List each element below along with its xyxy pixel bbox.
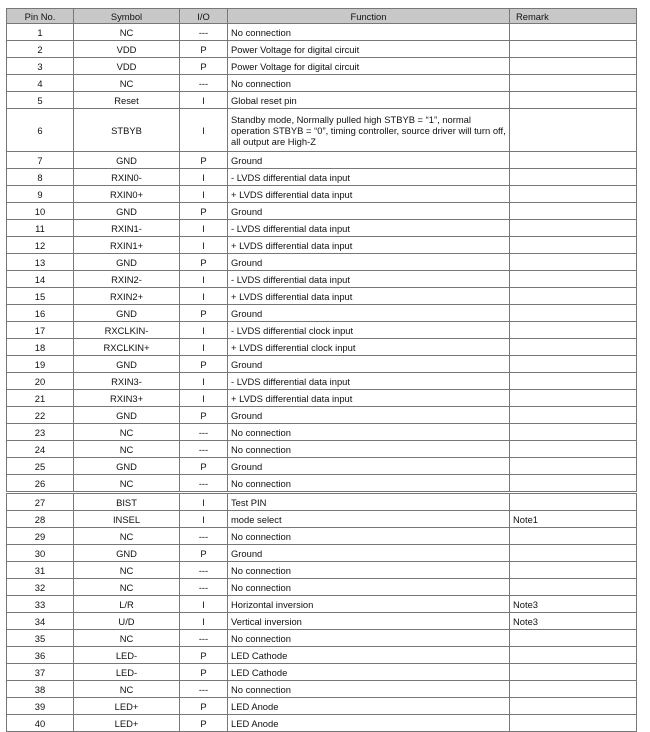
- cell-io: P: [180, 647, 228, 664]
- cell-function: - LVDS differential data input: [228, 271, 510, 288]
- cell-pin-no: 34: [7, 613, 74, 630]
- cell-remark: [510, 24, 637, 41]
- table-row: [7, 152, 637, 169]
- cell-remark: [510, 390, 637, 407]
- cell-remark: [510, 58, 637, 75]
- cell-symbol: GND: [74, 407, 180, 424]
- cell-pin-no: 4: [7, 75, 74, 92]
- table-row: [7, 220, 637, 237]
- cell-symbol: NC: [74, 441, 180, 458]
- table-row: [7, 203, 637, 220]
- table-row: [7, 407, 637, 424]
- table-row: [7, 630, 637, 647]
- cell-remark: [510, 681, 637, 698]
- cell-symbol: NC: [74, 630, 180, 647]
- cell-pin-no: 6: [7, 109, 74, 152]
- cell-io: ---: [180, 630, 228, 647]
- cell-remark: [510, 407, 637, 424]
- cell-symbol: LED-: [74, 647, 180, 664]
- cell-symbol: GND: [74, 152, 180, 169]
- cell-remark: [510, 698, 637, 715]
- cell-function: + LVDS differential data input: [228, 390, 510, 407]
- cell-remark: [510, 664, 637, 681]
- cell-pin-no: 15: [7, 288, 74, 305]
- cell-function: LED Anode: [228, 715, 510, 732]
- table-row: [7, 41, 637, 58]
- cell-pin-no: 23: [7, 424, 74, 441]
- cell-remark: [510, 475, 637, 493]
- cell-pin-no: 25: [7, 458, 74, 475]
- cell-io: I: [180, 390, 228, 407]
- cell-function: LED Cathode: [228, 664, 510, 681]
- cell-remark: [510, 356, 637, 373]
- table-row: [7, 339, 637, 356]
- cell-io: P: [180, 407, 228, 424]
- cell-symbol: GND: [74, 254, 180, 271]
- cell-symbol: STBYB: [74, 109, 180, 152]
- cell-function: + LVDS differential clock input: [228, 339, 510, 356]
- table-row: [7, 647, 637, 664]
- table-row: [7, 458, 637, 475]
- cell-function: Ground: [228, 458, 510, 475]
- cell-symbol: GND: [74, 305, 180, 322]
- cell-io: P: [180, 254, 228, 271]
- cell-function: Global reset pin: [228, 92, 510, 109]
- table-row: [7, 373, 637, 390]
- cell-io: I: [180, 220, 228, 237]
- table-row: [7, 545, 637, 562]
- cell-function: No connection: [228, 579, 510, 596]
- cell-pin-no: 22: [7, 407, 74, 424]
- pin-assignment-table: [6, 8, 637, 732]
- header-remark: Remark: [510, 9, 637, 24]
- cell-symbol: Reset: [74, 92, 180, 109]
- cell-remark: Note3: [510, 613, 637, 630]
- table-row: [7, 356, 637, 373]
- table-row: [7, 288, 637, 305]
- cell-io: P: [180, 305, 228, 322]
- cell-function: Test PIN: [228, 493, 510, 511]
- cell-pin-no: 16: [7, 305, 74, 322]
- cell-function: Ground: [228, 254, 510, 271]
- cell-symbol: NC: [74, 579, 180, 596]
- cell-io: I: [180, 493, 228, 511]
- cell-symbol: RXIN2-: [74, 271, 180, 288]
- cell-pin-no: 39: [7, 698, 74, 715]
- cell-function: Ground: [228, 356, 510, 373]
- table-row: [7, 475, 637, 493]
- cell-pin-no: 7: [7, 152, 74, 169]
- cell-pin-no: 18: [7, 339, 74, 356]
- cell-symbol: NC: [74, 24, 180, 41]
- cell-function: No connection: [228, 630, 510, 647]
- cell-remark: [510, 237, 637, 254]
- cell-io: P: [180, 664, 228, 681]
- cell-pin-no: 9: [7, 186, 74, 203]
- cell-pin-no: 40: [7, 715, 74, 732]
- table-row: [7, 424, 637, 441]
- cell-pin-no: 20: [7, 373, 74, 390]
- header-function: Function: [228, 9, 510, 24]
- cell-function: mode select: [228, 511, 510, 528]
- cell-remark: [510, 203, 637, 220]
- cell-remark: [510, 220, 637, 237]
- cell-io: P: [180, 41, 228, 58]
- cell-remark: [510, 373, 637, 390]
- cell-pin-no: 11: [7, 220, 74, 237]
- cell-symbol: NC: [74, 562, 180, 579]
- cell-pin-no: 35: [7, 630, 74, 647]
- cell-symbol: LED+: [74, 715, 180, 732]
- table-row: [7, 24, 637, 41]
- cell-io: P: [180, 458, 228, 475]
- cell-symbol: RXIN0+: [74, 186, 180, 203]
- cell-function: - LVDS differential clock input: [228, 322, 510, 339]
- cell-io: P: [180, 715, 228, 732]
- cell-pin-no: 19: [7, 356, 74, 373]
- cell-symbol: RXIN3+: [74, 390, 180, 407]
- cell-io: I: [180, 169, 228, 186]
- cell-symbol: BIST: [74, 493, 180, 511]
- cell-function: Ground: [228, 152, 510, 169]
- cell-pin-no: 13: [7, 254, 74, 271]
- table-row: [7, 613, 637, 630]
- cell-io: ---: [180, 681, 228, 698]
- cell-remark: Note1: [510, 511, 637, 528]
- cell-function: LED Anode: [228, 698, 510, 715]
- cell-io: I: [180, 339, 228, 356]
- cell-remark: [510, 647, 637, 664]
- table-row: [7, 58, 637, 75]
- cell-remark: [510, 288, 637, 305]
- cell-function: + LVDS differential data input: [228, 186, 510, 203]
- cell-remark: [510, 339, 637, 356]
- cell-io: P: [180, 58, 228, 75]
- cell-io: ---: [180, 424, 228, 441]
- cell-io: I: [180, 237, 228, 254]
- table-row: [7, 562, 637, 579]
- cell-pin-no: 10: [7, 203, 74, 220]
- cell-function: No connection: [228, 475, 510, 493]
- table-row: [7, 528, 637, 545]
- cell-pin-no: 26: [7, 475, 74, 493]
- cell-pin-no: 38: [7, 681, 74, 698]
- pin-assignment-table-container: [6, 8, 636, 732]
- cell-io: ---: [180, 441, 228, 458]
- table-row: [7, 715, 637, 732]
- cell-pin-no: 3: [7, 58, 74, 75]
- cell-function: - LVDS differential data input: [228, 220, 510, 237]
- cell-remark: [510, 152, 637, 169]
- table-body: [7, 24, 637, 732]
- cell-io: P: [180, 203, 228, 220]
- cell-io: P: [180, 545, 228, 562]
- cell-remark: [510, 75, 637, 92]
- cell-remark: [510, 424, 637, 441]
- cell-function: No connection: [228, 528, 510, 545]
- cell-function: No connection: [228, 441, 510, 458]
- cell-function: Ground: [228, 305, 510, 322]
- table-row: [7, 75, 637, 92]
- table-row: [7, 441, 637, 458]
- table-row: [7, 322, 637, 339]
- table-row: [7, 390, 637, 407]
- cell-function: Standby mode, Normally pulled high STBYB = “1”, normal operation STBYB = “0”, timing controller, source driver will turn off, all output are High-Z: [228, 109, 510, 152]
- cell-io: I: [180, 322, 228, 339]
- cell-remark: [510, 562, 637, 579]
- cell-remark: [510, 458, 637, 475]
- cell-pin-no: 21: [7, 390, 74, 407]
- cell-symbol: VDD: [74, 41, 180, 58]
- cell-symbol: RXCLKIN+: [74, 339, 180, 356]
- cell-remark: [510, 305, 637, 322]
- cell-symbol: L/R: [74, 596, 180, 613]
- cell-symbol: LED-: [74, 664, 180, 681]
- cell-io: ---: [180, 562, 228, 579]
- cell-symbol: RXIN3-: [74, 373, 180, 390]
- cell-pin-no: 32: [7, 579, 74, 596]
- cell-function: No connection: [228, 562, 510, 579]
- header-row: [7, 9, 637, 24]
- cell-io: I: [180, 109, 228, 152]
- header-symbol: Symbol: [74, 9, 180, 24]
- cell-io: I: [180, 373, 228, 390]
- table-row: [7, 698, 637, 715]
- cell-symbol: RXIN1-: [74, 220, 180, 237]
- cell-io: I: [180, 186, 228, 203]
- cell-io: P: [180, 356, 228, 373]
- table-row: [7, 271, 637, 288]
- cell-function: Vertical inversion: [228, 613, 510, 630]
- table-row: [7, 109, 637, 152]
- table-row: [7, 681, 637, 698]
- cell-symbol: VDD: [74, 58, 180, 75]
- cell-symbol: NC: [74, 424, 180, 441]
- cell-remark: [510, 322, 637, 339]
- table-row: [7, 305, 637, 322]
- table-row: [7, 254, 637, 271]
- cell-remark: [510, 493, 637, 511]
- cell-io: ---: [180, 579, 228, 596]
- cell-remark: [510, 271, 637, 288]
- table-row: [7, 579, 637, 596]
- cell-function: Power Voltage for digital circuit: [228, 58, 510, 75]
- cell-pin-no: 37: [7, 664, 74, 681]
- cell-function: Ground: [228, 545, 510, 562]
- cell-pin-no: 1: [7, 24, 74, 41]
- cell-io: I: [180, 92, 228, 109]
- cell-remark: [510, 109, 637, 152]
- cell-remark: [510, 579, 637, 596]
- cell-symbol: NC: [74, 681, 180, 698]
- cell-io: ---: [180, 528, 228, 545]
- cell-pin-no: 33: [7, 596, 74, 613]
- cell-symbol: GND: [74, 545, 180, 562]
- cell-function: Ground: [228, 407, 510, 424]
- cell-function: Power Voltage for digital circuit: [228, 41, 510, 58]
- cell-remark: [510, 630, 637, 647]
- cell-io: ---: [180, 24, 228, 41]
- cell-function: + LVDS differential data input: [228, 237, 510, 254]
- cell-io: I: [180, 596, 228, 613]
- cell-symbol: RXCLKIN-: [74, 322, 180, 339]
- cell-io: ---: [180, 475, 228, 493]
- cell-io: P: [180, 698, 228, 715]
- cell-function: LED Cathode: [228, 647, 510, 664]
- cell-remark: [510, 92, 637, 109]
- cell-symbol: GND: [74, 356, 180, 373]
- cell-function: Ground: [228, 203, 510, 220]
- cell-remark: [510, 528, 637, 545]
- cell-function: - LVDS differential data input: [228, 169, 510, 186]
- cell-function: No connection: [228, 24, 510, 41]
- cell-io: I: [180, 511, 228, 528]
- cell-pin-no: 28: [7, 511, 74, 528]
- cell-symbol: RXIN0-: [74, 169, 180, 186]
- table-row: [7, 596, 637, 613]
- table-row: [7, 511, 637, 528]
- table-row: [7, 237, 637, 254]
- cell-symbol: GND: [74, 458, 180, 475]
- cell-pin-no: 5: [7, 92, 74, 109]
- table-row: [7, 92, 637, 109]
- cell-symbol: RXIN2+: [74, 288, 180, 305]
- cell-remark: [510, 715, 637, 732]
- cell-function: - LVDS differential data input: [228, 373, 510, 390]
- cell-io: I: [180, 613, 228, 630]
- table-row: [7, 186, 637, 203]
- table-row: [7, 493, 637, 511]
- table-header: [7, 9, 637, 24]
- cell-remark: [510, 441, 637, 458]
- table-row: [7, 169, 637, 186]
- cell-symbol: RXIN1+: [74, 237, 180, 254]
- cell-pin-no: 29: [7, 528, 74, 545]
- cell-io: P: [180, 152, 228, 169]
- cell-function: No connection: [228, 424, 510, 441]
- cell-io: I: [180, 288, 228, 305]
- cell-pin-no: 2: [7, 41, 74, 58]
- cell-remark: [510, 169, 637, 186]
- cell-pin-no: 27: [7, 493, 74, 511]
- header-pin-no: Pin No.: [7, 9, 74, 24]
- header-io: I/O: [180, 9, 228, 24]
- cell-symbol: LED+: [74, 698, 180, 715]
- cell-symbol: GND: [74, 203, 180, 220]
- cell-remark: [510, 254, 637, 271]
- cell-symbol: INSEL: [74, 511, 180, 528]
- cell-function: No connection: [228, 75, 510, 92]
- cell-pin-no: 36: [7, 647, 74, 664]
- cell-pin-no: 8: [7, 169, 74, 186]
- cell-function: Horizontal inversion: [228, 596, 510, 613]
- cell-remark: Note3: [510, 596, 637, 613]
- cell-function: No connection: [228, 681, 510, 698]
- cell-pin-no: 12: [7, 237, 74, 254]
- cell-remark: [510, 41, 637, 58]
- cell-pin-no: 14: [7, 271, 74, 288]
- cell-pin-no: 31: [7, 562, 74, 579]
- cell-pin-no: 17: [7, 322, 74, 339]
- cell-symbol: NC: [74, 475, 180, 493]
- cell-io: I: [180, 271, 228, 288]
- cell-pin-no: 24: [7, 441, 74, 458]
- cell-remark: [510, 186, 637, 203]
- cell-function: + LVDS differential data input: [228, 288, 510, 305]
- cell-symbol: NC: [74, 528, 180, 545]
- table-row: [7, 664, 637, 681]
- cell-symbol: NC: [74, 75, 180, 92]
- cell-io: ---: [180, 75, 228, 92]
- cell-remark: [510, 545, 637, 562]
- cell-pin-no: 30: [7, 545, 74, 562]
- cell-symbol: U/D: [74, 613, 180, 630]
